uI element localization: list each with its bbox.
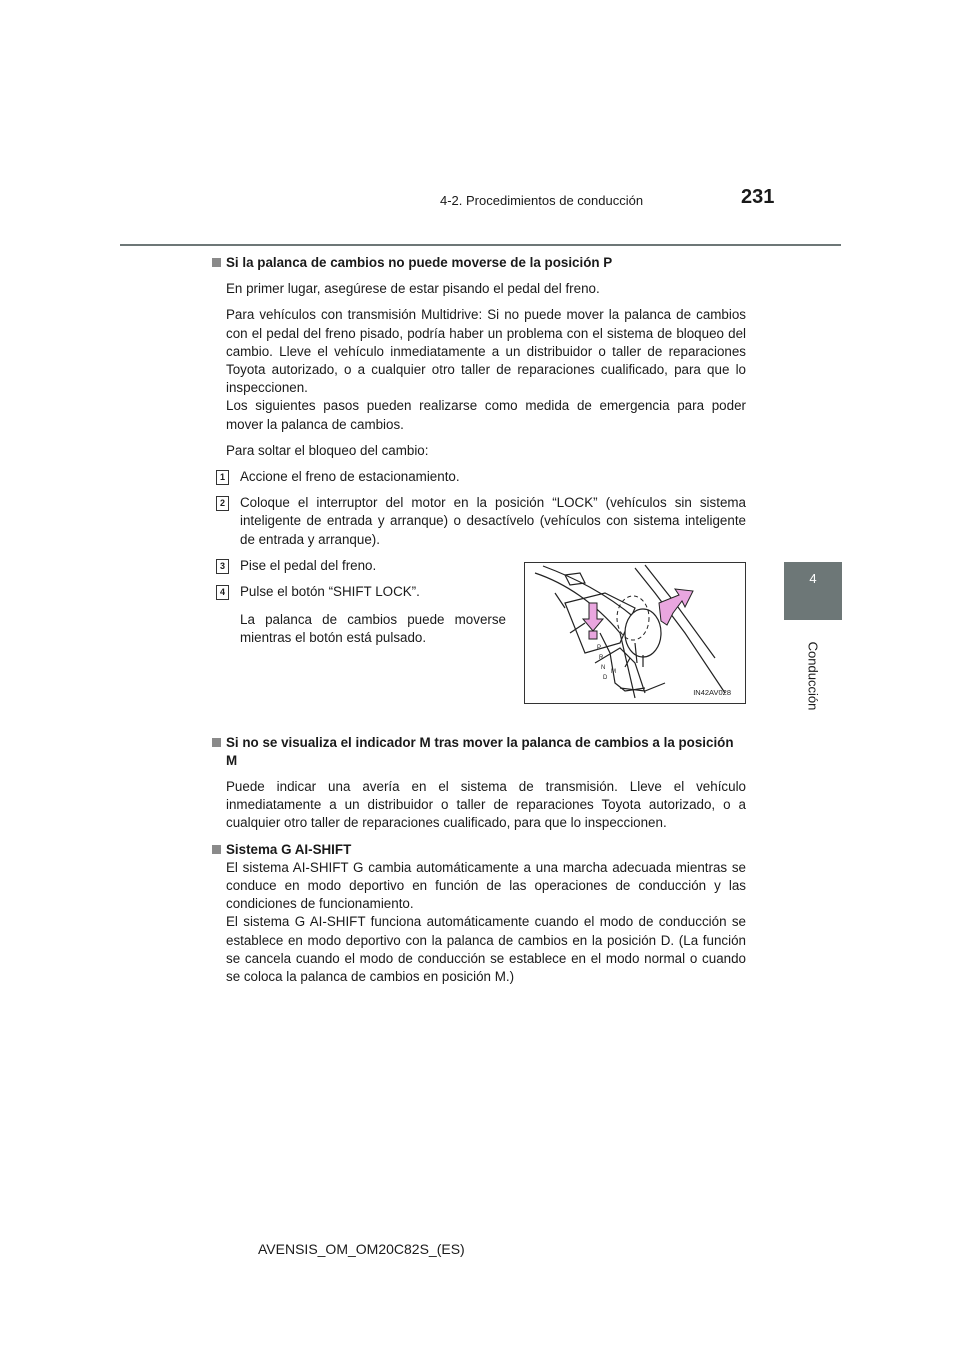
step-number-badge: 3: [216, 559, 229, 574]
step-text: Coloque el interruptor del motor en la posición “LOCK” (vehículos sin sistema inteligente de entrada y arranque) o desactívelo (vehículos con sistema inteligente de entrada y arranque).: [240, 495, 746, 547]
paragraph: El sistema G AI-SHIFT funciona automáticamente cuando el modo de conducción se establece en modo deportivo con la palanca de cambios en la posición D. (La función se cancela cuando el modo de conducción se establece en el modo normal o cuando se coloca la palanca de cambios en posición M.): [226, 914, 746, 985]
move-arrow-icon: [659, 589, 693, 625]
step-number-badge: 4: [216, 585, 229, 600]
paragraph: Para vehículos con transmisión Multidrive: Si no puede mover la palanca de cambios con el pedal del freno pisado, podría haber un problema con el sistema de bloqueo del cambio. Lleve el vehículo inmediatamente a un distribuidor o taller de reparaciones Toyota autorizado, o a cualquier otro taller de reparaciones cualificado, para que lo inspeccionen.: [226, 307, 746, 396]
square-bullet-icon: [212, 258, 221, 267]
gate-label: D: [603, 675, 608, 681]
paragraph: Para soltar el bloqueo del cambio:: [226, 442, 429, 458]
page-number: 231: [741, 186, 775, 208]
heading-text: Sistema G AI-SHIFT: [226, 841, 352, 857]
shift-knob: [625, 609, 661, 657]
step-item: [219, 494, 746, 549]
shift-lock-button: [589, 631, 597, 639]
gate-label: P: [597, 645, 602, 651]
step-number-badge: 2: [216, 496, 229, 511]
square-bullet-icon: [212, 738, 221, 747]
step-text: Pise el pedal del freno.: [240, 557, 377, 573]
footer-doc-id: AVENSIS_OM_OM20C82S_(ES): [258, 1241, 465, 1257]
step-number-badge: 1: [216, 470, 229, 485]
gate-label: N: [601, 665, 606, 671]
shift-lever-drawing: [525, 563, 745, 703]
press-arrow-icon: [583, 603, 603, 631]
section-heading: [210, 734, 746, 770]
step-note: La palanca de cambios puede moverse mientras el botón está pulsado.: [240, 612, 506, 646]
chapter-tab-label: Conducción: [805, 641, 821, 711]
paragraph: En primer lugar, asegúrese de estar pisando el pedal del freno.: [226, 281, 600, 297]
step-item: [219, 583, 506, 601]
step-item: [219, 468, 746, 486]
header-rule: [120, 244, 841, 246]
step-text: Accione el freno de estacionamiento.: [240, 469, 460, 485]
shift-lock-illustration: [524, 562, 746, 704]
paragraph: El sistema AI-SHIFT G cambia automáticamente a una marcha adecuada mientras se conduce en modo deportivo en función de las operaciones de conducción y las condiciones de funcionamiento.: [226, 859, 746, 912]
step-text: Pulse el botón “SHIFT LOCK”.: [240, 584, 420, 600]
section-heading: [210, 841, 746, 859]
section-heading: [210, 254, 746, 272]
chapter-tab-number: 4: [784, 562, 842, 620]
heading-text: Si la palanca de cambios no puede moverse de la posición P: [226, 255, 613, 270]
page-header-section: 4-2. Procedimientos de conducción: [440, 193, 644, 208]
gate-label: M: [611, 669, 616, 675]
paragraph: Los siguientes pasos pueden realizarse como medida de emergencia para poder mover la palanca de cambios.: [226, 398, 746, 432]
figure-code: IN42AV028: [693, 688, 731, 697]
heading-text: Si no se visualiza el indicador M tras mover la palanca de cambios a la posición M: [226, 734, 734, 768]
paragraph: Puede indicar una avería en el sistema de transmisión. Lleve el vehículo inmediatamente a un distribuidor o taller de reparaciones Toyota autorizado, o a cualquier otro taller de reparaciones cualificado, para que lo inspeccionen.: [226, 779, 746, 831]
gate-label: R: [599, 655, 604, 661]
square-bullet-icon: [212, 845, 221, 854]
